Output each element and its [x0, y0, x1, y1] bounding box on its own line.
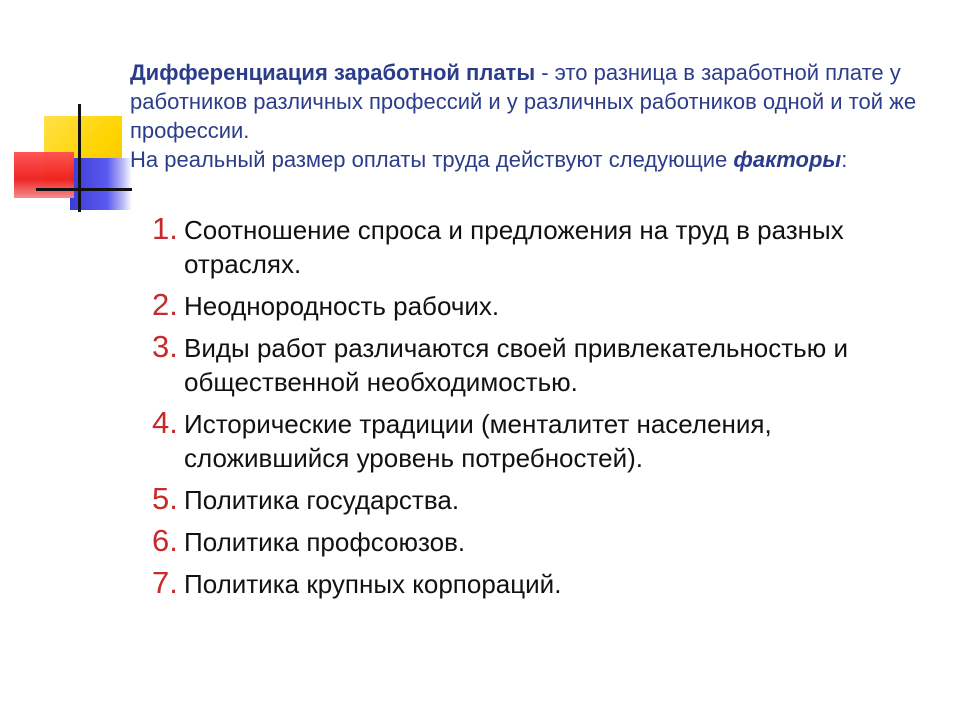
definition-paragraph — [130, 58, 920, 145]
factor-item — [152, 288, 912, 323]
intro-text — [130, 58, 920, 174]
factor-item — [152, 482, 912, 517]
red-square — [14, 152, 74, 198]
factor-text: Политика крупных корпораций. — [184, 569, 562, 599]
factor-text: Неоднородность рабочих. — [184, 291, 500, 321]
factor-number: 3. — [152, 329, 178, 364]
factor-text: Соотношение спроса и предложения на труд в разных отраслях. — [184, 215, 844, 279]
factor-number: 7. — [152, 565, 178, 600]
factor-number: 6. — [152, 523, 178, 558]
factor-item — [152, 566, 912, 601]
vertical-line — [78, 104, 81, 212]
factor-text: Исторические традиции (менталитет населения, сложившийся уровень потребностей). — [184, 409, 772, 473]
factor-number: 1. — [152, 211, 178, 246]
factor-number: 2. — [152, 287, 178, 322]
term: Дифференциация заработной платы — [130, 60, 536, 85]
factor-item — [152, 524, 912, 559]
factor-text: Политика государства. — [184, 485, 460, 515]
factor-text: Виды работ различаются своей привлекательностью и общественной необходимостью. — [184, 333, 848, 397]
factor-item — [152, 212, 912, 281]
factors-colon: : — [841, 147, 848, 172]
factors-list — [152, 212, 912, 608]
factor-number: 4. — [152, 405, 178, 440]
definition: - это разница в заработной плате у работников различных профессий и у различных работников одной и той же профессии. — [130, 60, 917, 143]
factor-number: 5. — [152, 481, 178, 516]
horizontal-line — [36, 188, 132, 191]
factor-item — [152, 406, 912, 475]
factor-text: Политика профсоюзов. — [184, 527, 466, 557]
factors-lead-paragraph — [130, 145, 920, 174]
factors-word: факторы — [733, 147, 842, 172]
factor-item — [152, 330, 912, 399]
factors-lead: На реальный размер оплаты труда действуют следующие — [130, 147, 734, 172]
